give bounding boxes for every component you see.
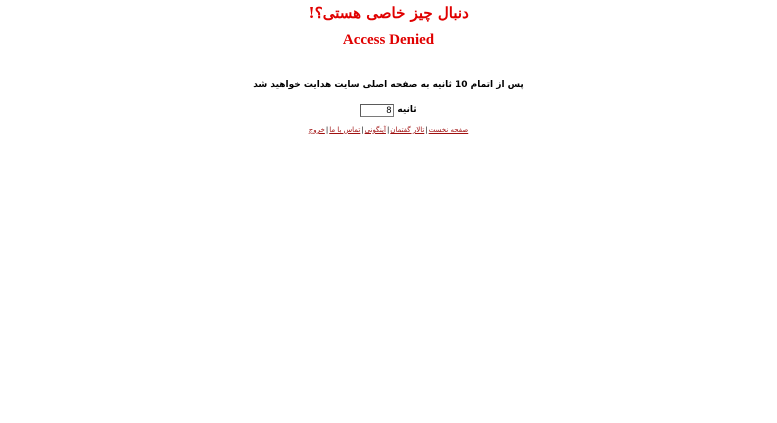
countdown-unit-label: ثانیه [397, 105, 417, 115]
link-home[interactable]: صفحه نخست [428, 126, 469, 134]
access-denied-heading: Access Denied [342, 32, 435, 48]
footer-links [0, 124, 777, 136]
link-logout[interactable]: خروج [308, 126, 325, 134]
persian-heading: دنبال چیز خاصی هستی؟! [308, 4, 469, 22]
countdown-field[interactable] [360, 104, 394, 117]
link-separator: | [425, 126, 428, 134]
redirect-message: پس از اتمام 10 ثانیه به صفحه اصلی سایت هدایت خواهید شد [253, 80, 524, 90]
link-third[interactable]: آینگونی [364, 126, 386, 134]
link-separator: | [386, 126, 390, 134]
countdown-row [0, 103, 777, 117]
link-contact[interactable]: تماس با ما [329, 126, 361, 134]
link-forum[interactable]: تالار گفتمان [390, 126, 425, 134]
link-separator: | [325, 126, 329, 134]
link-separator: | [361, 126, 364, 134]
